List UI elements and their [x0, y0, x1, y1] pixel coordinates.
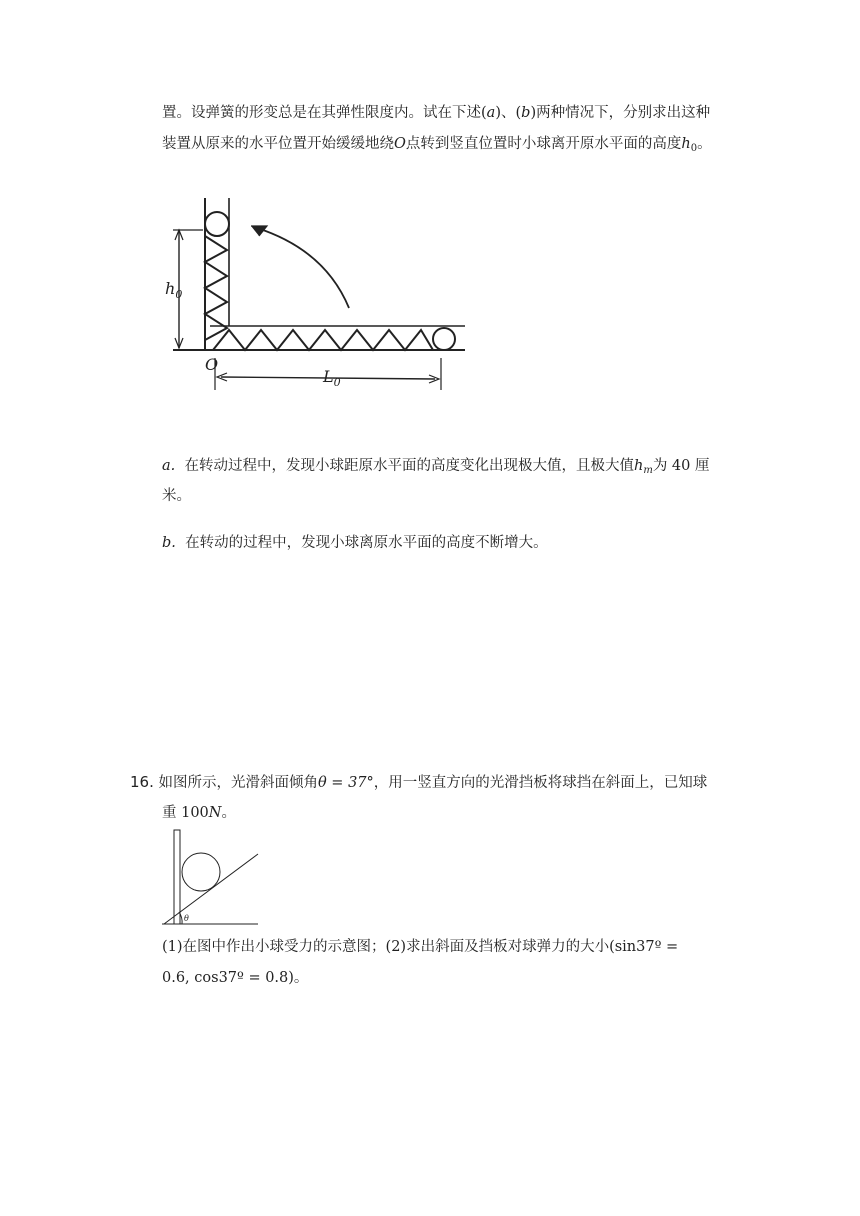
intro-line-1: [162, 103, 710, 123]
intro-line-2: [162, 134, 712, 159]
subscript: 0: [690, 143, 698, 154]
incline-ball-figure: [160, 828, 260, 928]
unit-n: N: [208, 805, 222, 821]
q16-text: 。: [221, 805, 236, 821]
case-a-line-2: [162, 486, 191, 506]
q16-subquestion-text: (1)在图中作出小球受力的示意图；(2)求出斜面及挡板对球弹力的大小(sin37º =: [162, 939, 679, 955]
case-a-text: 在转动过程中，发现小球距原水平面的高度变化出现极大值，且极大值: [184, 458, 634, 474]
q16-subquestion-line-2: [162, 968, 308, 988]
spring-rotation-figure: [165, 190, 475, 405]
case-b-tag: b.: [162, 535, 176, 551]
q16-text: ，用一竖直方向的光滑挡板将球挡在斜面上，已知球: [373, 775, 708, 791]
case-a-line-1: [162, 456, 709, 481]
o-label: O: [205, 355, 219, 374]
subscript: m: [643, 465, 653, 476]
intro-text: )两种情况下，分别求出这种: [530, 105, 711, 121]
question-number: 16.: [130, 773, 154, 791]
var-h0: h: [681, 136, 691, 152]
h0-label: $h_0$: [165, 279, 183, 301]
q16-line-2: [162, 803, 236, 823]
case-a-text: 米。: [162, 488, 191, 504]
var-hm: h: [633, 458, 644, 474]
theta-label: θ: [184, 914, 189, 923]
q16-subquestion-text: 0.6, cos37º = 0.8)。: [162, 970, 309, 986]
case-a-tag: a.: [162, 458, 176, 474]
var-a: a: [486, 105, 496, 121]
intro-text: 。: [697, 136, 712, 152]
q16-subquestion-line-1: [162, 937, 678, 957]
case-b-line: [162, 533, 548, 553]
q16-text: 如图所示，光滑斜面倾角: [158, 775, 318, 791]
intro-text: )、(: [495, 105, 522, 121]
var-o: O: [394, 136, 406, 152]
l0-label: $L_0$: [323, 367, 341, 389]
intro-text: 点转到竖直位置时小球离开原水平面的高度: [405, 136, 682, 152]
q16-line-1: [130, 772, 707, 793]
q16-text: 重 100: [162, 805, 209, 821]
intro-text: 置。设弹簧的形变总是在其弹性限度内。试在下述(: [162, 105, 487, 121]
intro-text: 装置从原来的水平位置开始缓缓地绕: [162, 136, 394, 152]
case-b-text: 在转动的过程中，发现小球离原水平面的高度不断增大。: [185, 535, 548, 551]
case-a-text: 为 40 厘: [652, 458, 710, 474]
var-b: b: [521, 105, 531, 121]
theta-equation: θ = 37°: [317, 775, 374, 791]
